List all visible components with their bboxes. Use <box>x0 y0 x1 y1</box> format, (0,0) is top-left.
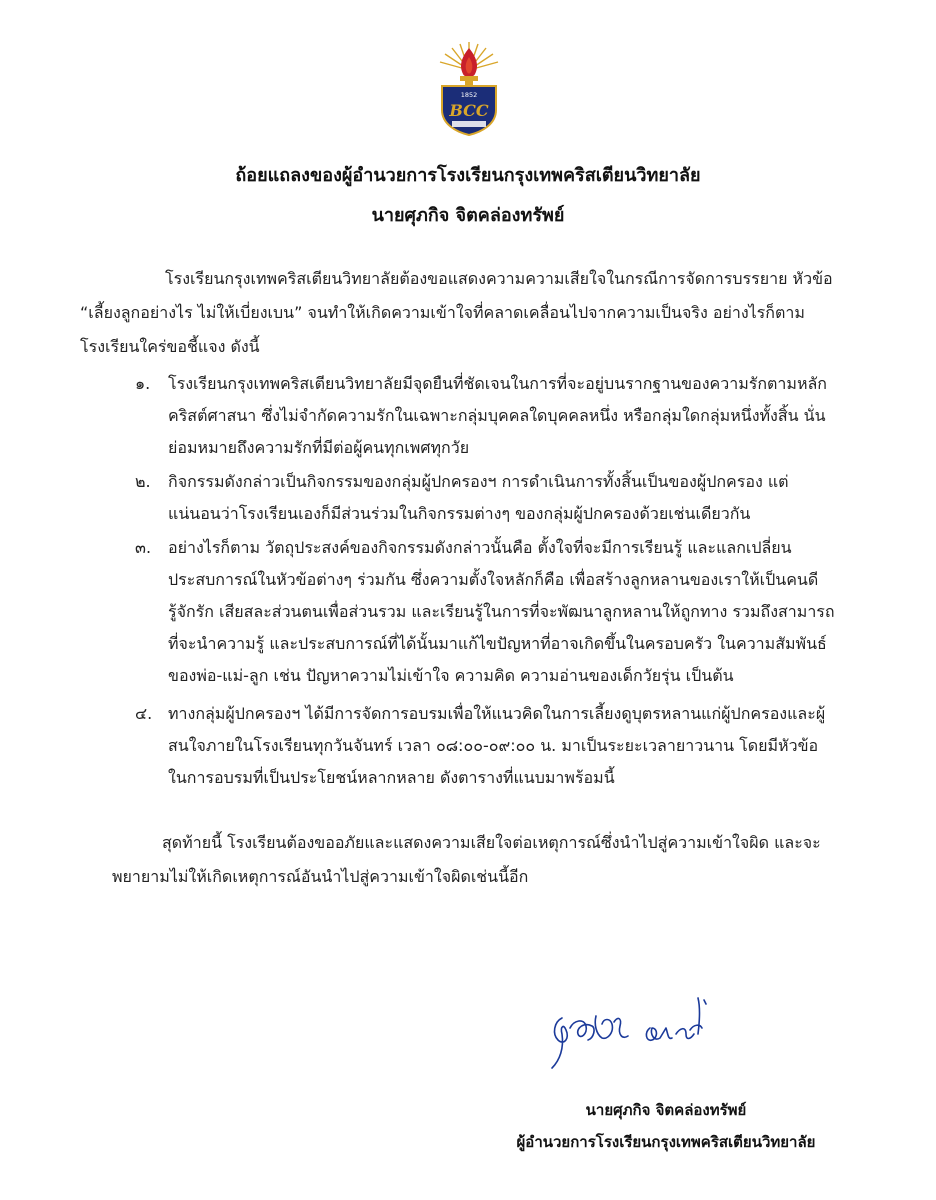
signatory-position: ผู้อำนวยการโรงเรียนกรุงเทพคริสเตียนวิทยาลัย <box>516 1133 816 1151</box>
document-title: ถ้อยแถลงของผู้อำนวยการโรงเรียนกรุงเทพคริสเตียนวิทยาลัย <box>235 165 701 186</box>
logo-year: 1852 <box>460 91 478 99</box>
item-text: ทางกลุ่มผู้ปกครองฯ ได้มีการจัดการอบรมเพื่อให้แนวคิดในการเลี้ยงดูบุตรหลานแก่ผู้ปกครองและผู้สนใจภายในโรงเรียนทุกวันจันทร์ เวลา ๐๘:๐๐-๐๙:๐๐ น. มาเป็นระยะเวลายาวนาน โดยมีหัวข้อในการอบรมที่เป็นประโยชน์หลากหลาย ดังตารางที่แนบมาพร้อมนี้ <box>168 704 826 787</box>
item-text: อย่างไรก็ตาม วัตถุประสงค์ของกิจกรรมดังกล่าวนั้นคือ ตั้งใจที่จะมีการเรียนรู้ และแลกเปลี่ยนประสบการณ์ในหัวข้อต่างๆ ร่วมกัน ซึ่งความตั้งใจหลักก็คือ เพื่อสร้างลูกหลานของเราให้เป็นคนดี รู้จักรัก เสียสละส่วนตนเพื่อส่วนรวม และเรียนรู้ในการที่จะพัฒนาลูกหลานให้ถูกทาง รวมถึงสามารถที่จะนำความรู้ และประสบการณ์ที่ได้นั้นมาแก้ไขปัญหาที่อาจเกิดขึ้นในครอบครัว ในความสัมพันธ์ของพ่อ-แม่-ลูก เช่น ปัญหาความไม่เข้าใจ ความคิด ความอ่านของเด็กวัยรุ่น เป็นต้น <box>168 538 835 685</box>
signature-image <box>540 988 730 1078</box>
closing-paragraph: สุดท้ายนี้ โรงเรียนต้องขออภัยและแสดงความเสียใจต่อเหตุการณ์ซึ่งนำไปสู่ความเข้าใจผิด และจะพยายามไม่ให้เกิดเหตุการณ์อันนำไปสู่ความเข้าใจผิดเช่นนี้อีก <box>112 833 821 886</box>
intro-paragraph: โรงเรียนกรุงเทพคริสเตียนวิทยาลัยต้องขอแสดงความความเสียใจในกรณีการจัดการบรรยาย หัวข้อ “เลี้ยงลูกอย่างไร ไม่ให้เบี่ยงเบน” จนทำให้เกิดความเข้าใจที่คลาดเคลื่อนไปจากความเป็นจริง อย่างไรก็ตาม โรงเรียนใคร่ขอชี้แจง ดังนี้ <box>80 269 833 356</box>
item-text: กิจกรรมดังกล่าวเป็นกิจกรรมของกลุ่มผู้ปกครองฯ การดำเนินการทั้งสิ้นเป็นของผู้ปกครอง แต่แน่นอนว่าโรงเรียนเองก็มีส่วนร่วมในกิจกรรมต่างๆ ของกลุ่มผู้ปกครองด้วยเช่นเดียวกัน <box>168 472 789 523</box>
item-number: ๒. <box>135 472 151 491</box>
signatory-name: นายศุภกิจ จิตคล่องทรัพย์ <box>585 1101 747 1119</box>
item-number: ๔. <box>135 704 153 723</box>
school-logo <box>432 40 506 136</box>
logo-initials: BCC <box>449 101 489 120</box>
author-name-heading: นายศุภกิจ จิตคล่องทรัพย์ <box>371 205 565 226</box>
item-text: โรงเรียนกรุงเทพคริสเตียนวิทยาลัยมีจุดยืนที่ชัดเจนในการที่จะอยู่บนรากฐานของความรักตามหลักคริสต์ศาสนา ซึ่งไม่จำกัดความรักในเฉพาะกลุ่มบุคคลใดบุคคลหนึ่ง หรือกลุ่มใดกลุ่มหนึ่งทั้งสิ้น นั่นย่อมหมายถึงความรักที่มีต่อผู้คนทุกเพศทุกวัย <box>168 374 827 457</box>
item-number: ๓. <box>135 538 152 557</box>
item-number: ๑. <box>135 374 151 393</box>
